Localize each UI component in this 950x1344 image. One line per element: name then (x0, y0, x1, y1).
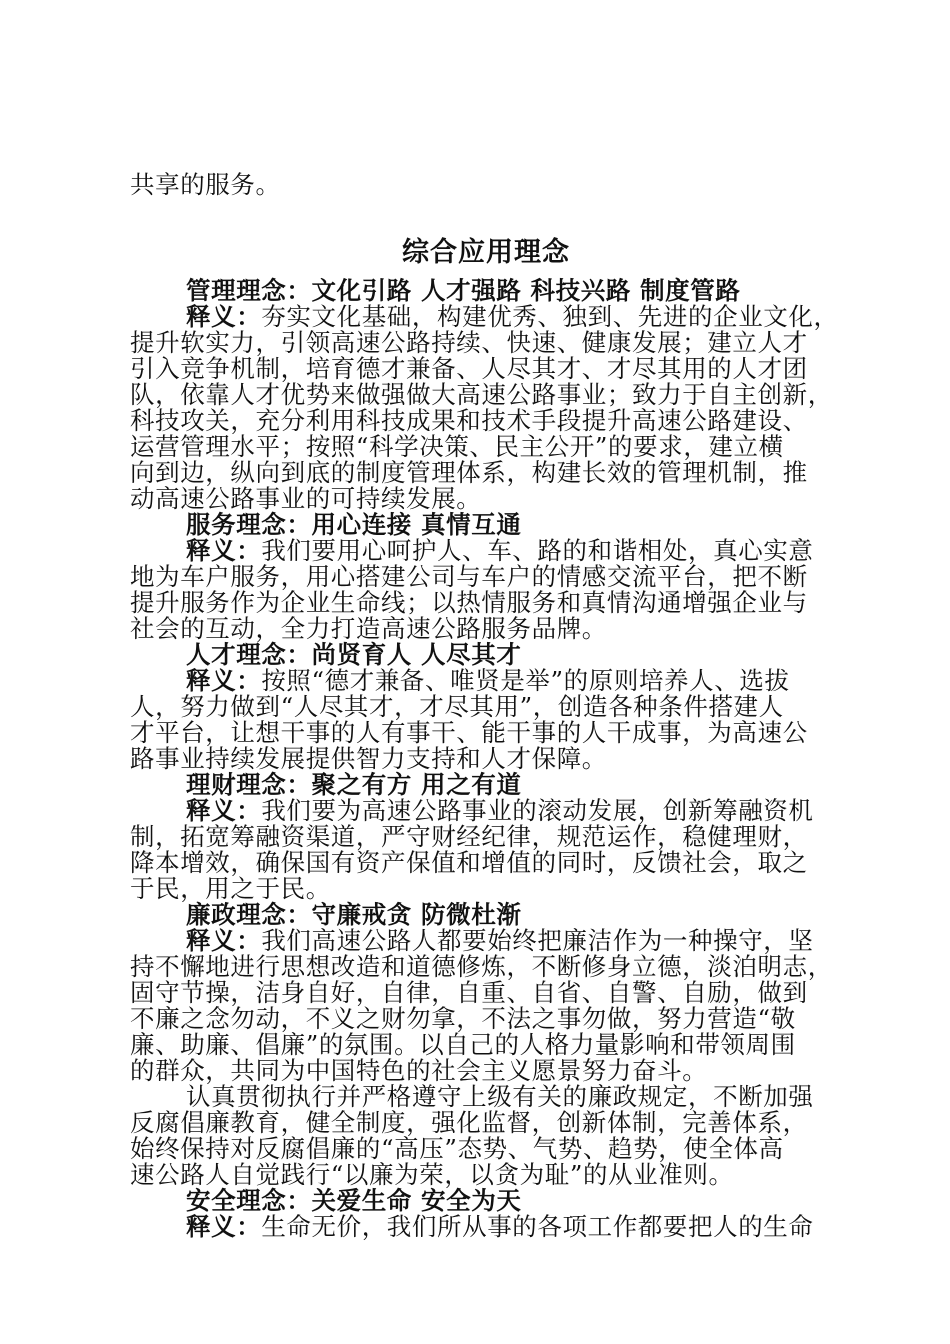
explanation-line: 不廉之念勿动，不义之财勿拿，不法之事勿做，努力营造“敬 (130, 1004, 796, 1033)
explanation-line: 提升服务作为企业生命线；以热情服务和真情沟通增强企业与 (130, 588, 808, 617)
explanation-text: 生命无价，我们所从事的各项工作都要把人的生命 (261, 1212, 814, 1241)
explanation-line: 廉、助廉、倡廉”的氛围。以自己的人格力量影响和带领周围 (130, 1030, 796, 1059)
explanation-line: 队，依靠人才优势来做强做大高速公路事业；致力于自主创新， (130, 380, 833, 409)
explanation-line: 动高速公路事业的可持续发展。 (130, 484, 482, 513)
explanation-text: 我们高速公路人都要始终把廉洁作为一种操守，坚 (261, 926, 814, 955)
explanation-label: 释义： (186, 796, 262, 825)
explanation-first-line (130, 304, 842, 330)
explanation-line: 地为车户服务，用心搭建公司与车户的情感交流平台，把不断 (130, 562, 808, 591)
explanation-line: 人，努力做到“人尽其才，才尽其用”，创造各种条件搭建人 (130, 692, 784, 721)
explanation-line: 降本增效，确保国有资产保值和增值的同时，反馈社会，取之 (130, 848, 808, 877)
explanation-line: 向到边，纵向到底的制度管理体系，构建长效的管理机制，推 (130, 458, 808, 487)
document-page (130, 172, 842, 1240)
explanation-first-line (130, 538, 842, 564)
explanation-text: 按照“德才兼备、唯贤是举”的原则培养人、选拔 (261, 666, 790, 695)
paragraph-line: 始终保持对反腐倡廉的“高压”态势、气势、趋势，使全体高 (130, 1134, 784, 1163)
concept-heading: 廉政理念：守廉戒贪 防微杜渐 (186, 900, 522, 929)
explanation-line: 路事业持续发展提供智力支持和人才保障。 (130, 744, 607, 773)
paragraph-line: 认真贯彻执行并严格遵守上级有关的廉政规定，不断加强 (186, 1082, 814, 1111)
explanation-label: 释义： (186, 926, 262, 955)
concept-heading: 服务理念：用心连接 真情互通 (186, 510, 522, 539)
explanation-line: 社会的互动，全力打造高速公路服务品牌。 (130, 614, 607, 643)
explanation-line: 的群众，共同为中国特色的社会主义愿景努力奋斗。 (130, 1056, 708, 1085)
explanation-line: 提升软实力，引领高速公路持续、快速、健康发展；建立人才 (130, 328, 808, 357)
explanation-label: 释义： (186, 1212, 262, 1241)
concept-heading: 人才理念：尚贤育人 人尽其才 (186, 640, 522, 669)
opening-line: 共享的服务。 (130, 170, 281, 199)
section-title: 综合应用理念 (402, 237, 570, 268)
concept-heading: 安全理念：关爱生命 安全为天 (186, 1186, 522, 1215)
explanation-label: 释义： (186, 536, 262, 565)
paragraph-line: 反腐倡廉教育，健全制度，强化监督，创新体制，完善体系， (130, 1108, 808, 1137)
explanation-line: 运营管理水平；按照“科学决策、民主公开”的要求，建立横 (130, 432, 784, 461)
explanation-line: 固守节操，洁身自好，自律，自重、自省、自警、自励，做到 (130, 978, 808, 1007)
explanation-line: 持不懈地进行思想改造和道德修炼，不断修身立德，淡泊明志， (130, 952, 833, 981)
explanation-first-line (130, 1214, 842, 1240)
concept-heading: 理财理念：聚之有方 用之有道 (186, 770, 522, 799)
explanation-label: 释义： (186, 302, 262, 331)
explanation-first-line (130, 928, 842, 954)
explanation-label: 释义： (186, 666, 262, 695)
concept-heading: 管理理念：文化引路 人才强路 科技兴路 制度管路 (186, 276, 741, 305)
explanation-line: 科技攻关，充分利用科技成果和技术手段提升高速公路建设、 (130, 406, 808, 435)
explanation-text: 夯实文化基础，构建优秀、独到、先进的企业文化， (261, 302, 839, 331)
explanation-line: 制，拓宽筹融资渠道，严守财经纪律，规范运作，稳健理财， (130, 822, 808, 851)
explanation-first-line (130, 798, 842, 824)
concept-blocks (130, 278, 842, 1240)
explanation-line: 于民，用之于民。 (130, 874, 331, 903)
explanation-text: 我们要为高速公路事业的滚动发展，创新筹融资机 (261, 796, 814, 825)
explanation-text: 我们要用心呵护人、车、路的和谐相处，真心实意 (261, 536, 814, 565)
explanation-first-line (130, 668, 842, 694)
paragraph-line: 速公路人自觉践行“以廉为荣，以贪为耻”的从业准则。 (130, 1160, 734, 1189)
explanation-line: 引入竞争机制，培育德才兼备、人尽其才、才尽其用的人才团 (130, 354, 808, 383)
explanation-line: 才平台，让想干事的人有事干、能干事的人干成事，为高速公 (130, 718, 808, 747)
